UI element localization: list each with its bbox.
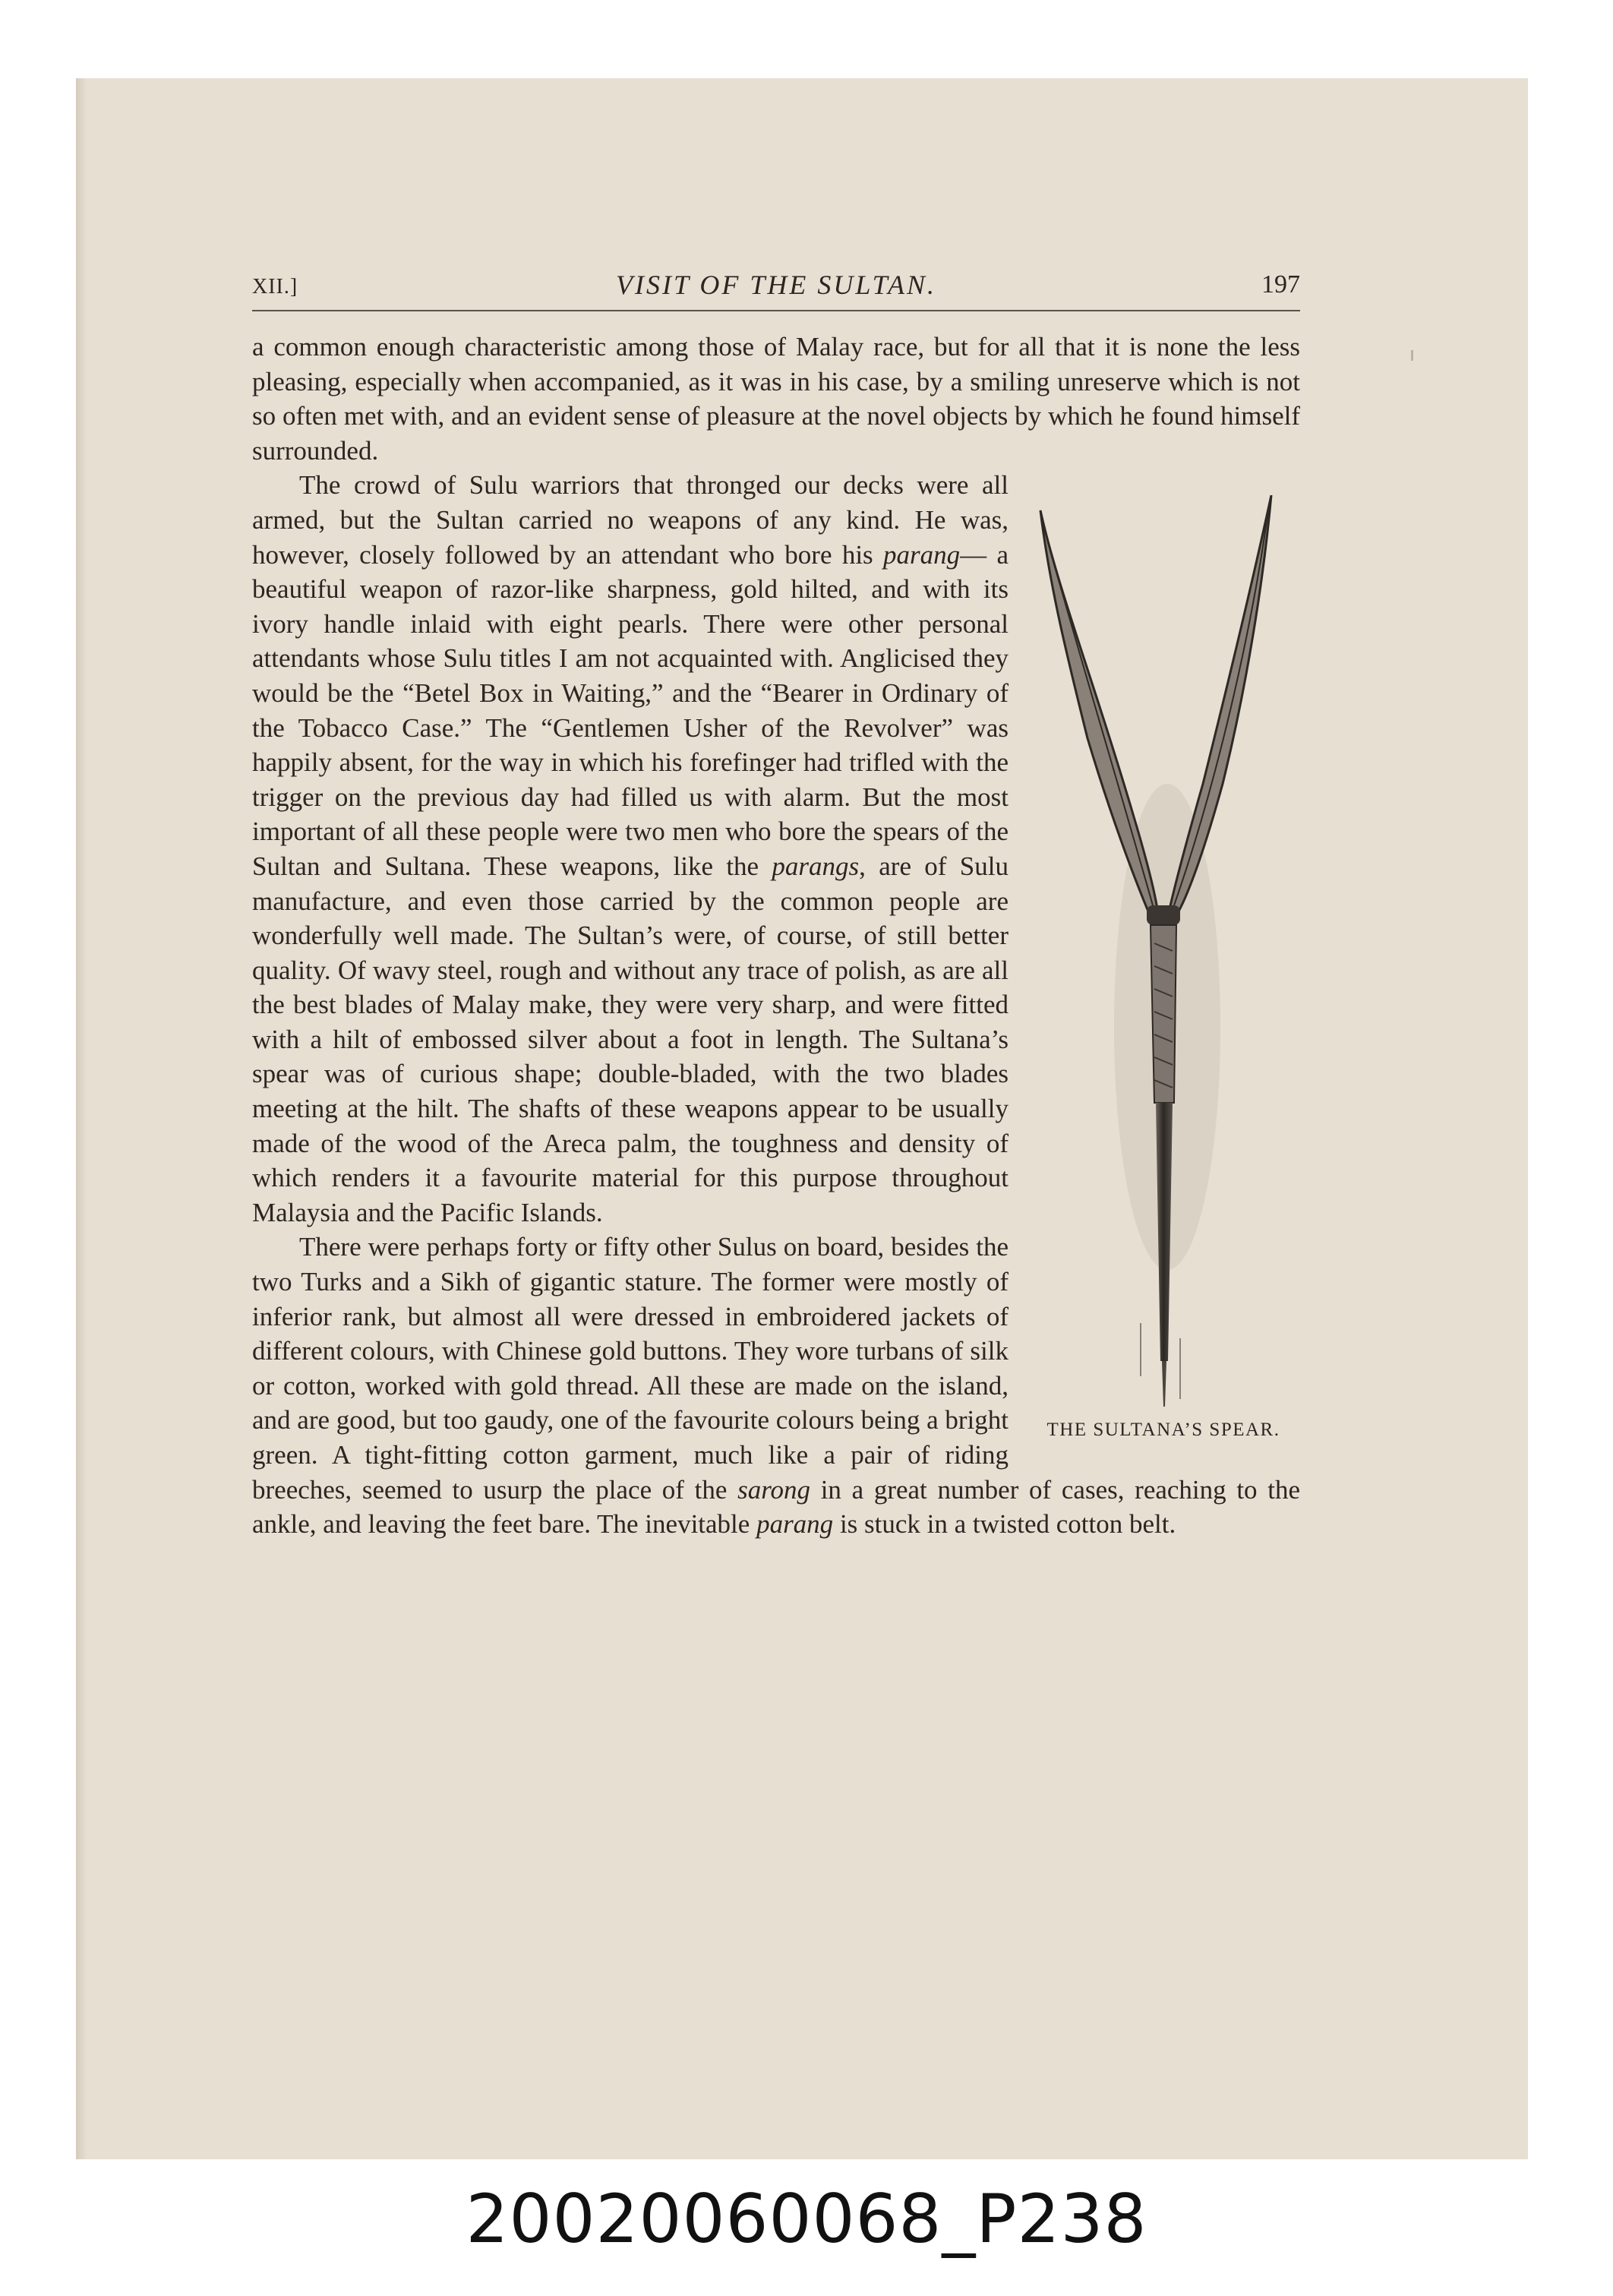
spear-shaft — [1156, 1103, 1173, 1361]
silver-hilt — [1151, 925, 1176, 1103]
scan-identifier: 20020060068_P238 — [466, 2180, 1147, 2258]
figure-caption: THE SULTANA’S SPEAR. — [1046, 1419, 1280, 1440]
running-title: VISIT OF THE SULTAN. — [616, 270, 936, 300]
page-content — [252, 264, 1300, 1542]
page-speck — [1411, 350, 1413, 361]
book-page — [76, 78, 1528, 2159]
body-text — [252, 330, 1300, 1542]
paragraph-text: in a great number of cases, reaching to the ankle, and leaving the feet bare. The inevitable — [252, 1474, 1300, 1540]
page-number: 197 — [1261, 270, 1300, 298]
paragraph-text: is stuck in a twisted cotton belt. — [833, 1509, 1176, 1540]
paragraph-text: a common enough characteristic among those of Malay race, but for all that it is none the less pleasing, especially when accompanied, as it was in his case, by a smiling unreserve which is not so often met with, and an evident sense of pleasure at the novel objects by which he found himself surrounded. — [252, 332, 1300, 466]
left-blade — [1040, 510, 1157, 911]
chapter-number: XII.] — [252, 275, 298, 298]
paragraph-text: , are of Sulu manufacture, and even those carried by the common people are wonderfully well made. The Sultan’s were, of course, of still better quality. Of wavy steel, rough and without any trace of polish, as are all the best blades of Malay make, they were very sharp, and were fitted with a hilt of embossed silver about a foot in length. The Sultana’s spear was of curious shape; double-bladed, with the two blades meeting at the hilt. The shafts of these weapons appear to be usually made of the wood of the Areca palm, the toughness and density of which renders it a favourite material for this purpose throughout Malaysia and the Pacific Islands. — [252, 851, 1009, 1227]
paragraph-text: There were perhaps forty or fifty other Sulus on board, besides the two Turks and a Sikh of gigantic stature. The former were mostly of inferior rank, but almost all were dressed in embroidered jackets of different colours, with Chinese gold buttons. They wore turbans of silk or cotton, worked with gold thread. All these are made on the island, and are good, but too gaudy, one of the favourite colours being a bright green. A tight-fitting cotton garment, much like a pair of riding breeches, seemed to usurp the place of the — [252, 1232, 1009, 1505]
italic-term: parang — [883, 539, 961, 570]
spear-figure — [1027, 495, 1300, 1456]
paragraph-text: — a beautiful weapon of razor-like sharpness, gold hilted, and with its ivory handle inlaid with eight pearls. There were other personal attendants whose Sulu titles I am not acquainted with. Anglicised they would be the “Betel Box in Waiting,” and the “Bearer in Ordinary of the Tobacco Case.” The “Gentlemen Usher of the Revolver” was happily absent, for the way in which his forefinger had trifled with the trigger on the previous day had filled us with alarm. But the most important of all these people were two men who bore the spears of the Sultan and Sultana. These weapons, like the — [252, 539, 1009, 881]
right-blade — [1170, 495, 1271, 911]
spear-illustration — [1027, 495, 1300, 1456]
running-header — [252, 264, 1300, 311]
italic-term: parangs — [772, 851, 860, 881]
blade-collar — [1147, 905, 1180, 925]
paragraph-text: The crowd of Sulu warriors that thronged our decks were all armed, but the Sultan carried no weapons of any kind. He was, however, closely followed by an attendant who bore his — [252, 470, 1009, 570]
italic-term: sarong — [737, 1474, 811, 1505]
italic-term: parang — [756, 1509, 834, 1540]
paragraph-1 — [252, 330, 1300, 468]
